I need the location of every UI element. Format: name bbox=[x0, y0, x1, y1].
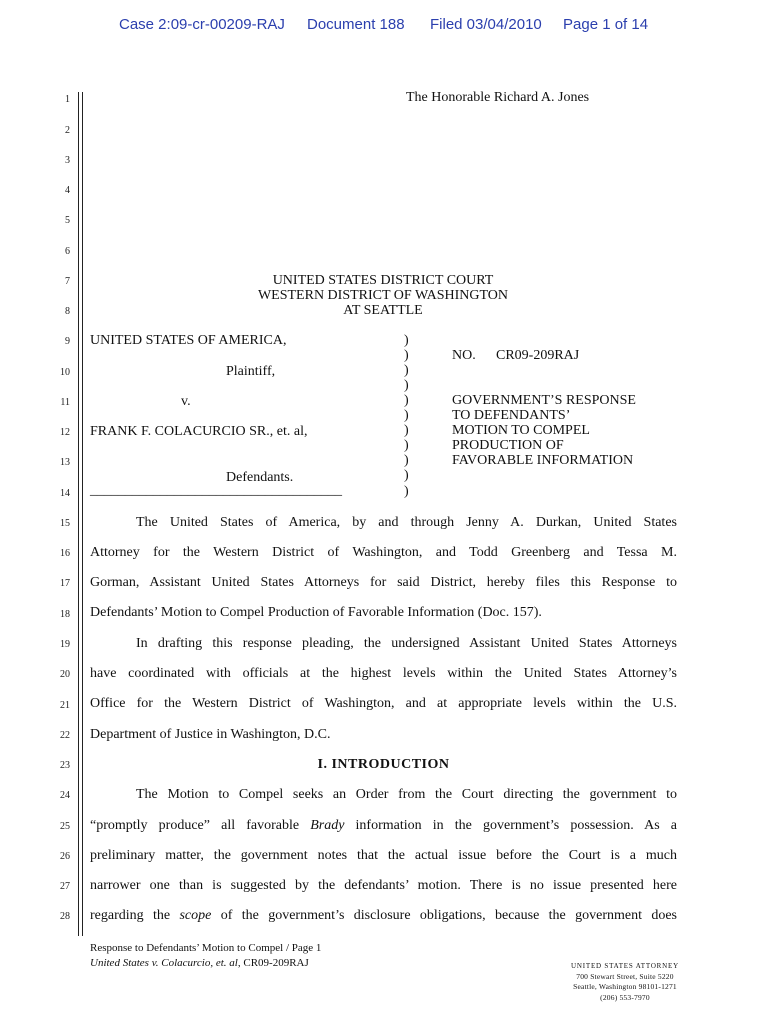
body-line: In drafting this response pleading, the undersigned Assistant United States Attorneys bbox=[136, 636, 677, 651]
line-number: 22 bbox=[60, 730, 70, 741]
body-line: have coordinated with officials at the highest levels within the United States Attorney’s bbox=[90, 666, 677, 681]
line-number: 26 bbox=[60, 851, 70, 862]
footer-case-number: , CR09-209RAJ bbox=[237, 957, 309, 969]
body-line bbox=[90, 818, 677, 834]
page-count-stamp: Page 1 of 14 bbox=[563, 16, 649, 33]
plaintiff-party: UNITED STATES OF AMERICA, bbox=[90, 333, 287, 348]
line-number: 1 bbox=[65, 94, 70, 105]
margin-rule-outer-lower bbox=[78, 508, 79, 936]
body-line: Attorney for the Western District of Washington, and Todd Greenberg and Tessa M. bbox=[90, 545, 677, 560]
office-name: UNITED STATES ATTORNEY bbox=[571, 962, 679, 970]
body-line bbox=[90, 908, 677, 924]
footer-case bbox=[90, 956, 321, 971]
line-number: 23 bbox=[60, 760, 70, 771]
defendant-party: FRANK F. COLACURCIO SR., et. al, bbox=[90, 424, 308, 439]
body-line: Gorman, Assistant United States Attorneys for said District, hereby files this Response to bbox=[90, 575, 677, 590]
line-number: 12 bbox=[60, 427, 70, 438]
filing-header bbox=[0, 16, 768, 38]
court-district: WESTERN DISTRICT OF WASHINGTON bbox=[257, 288, 509, 303]
body-line: The United States of America, by and through Jenny A. Durkan, United States bbox=[136, 515, 677, 530]
line-number: 20 bbox=[60, 669, 70, 680]
emphasis: scope bbox=[179, 908, 212, 923]
caption-paren: ) bbox=[404, 333, 409, 348]
body-line: Defendants’ Motion to Compel Production of Favorable Information (Doc. 157). bbox=[90, 605, 542, 620]
body-line: Department of Justice in Washington, D.C. bbox=[90, 727, 331, 742]
filed-date-stamp: Filed 03/04/2010 bbox=[430, 16, 542, 33]
line-number: 21 bbox=[60, 700, 70, 711]
line-number: 19 bbox=[60, 639, 70, 650]
line-number: 25 bbox=[60, 821, 70, 832]
caption-paren: ) bbox=[404, 408, 409, 423]
body-text: regarding the bbox=[90, 908, 180, 923]
section-heading: I. INTRODUCTION bbox=[317, 757, 450, 772]
court-name: UNITED STATES DISTRICT COURT bbox=[272, 273, 494, 288]
body-line: The Motion to Compel seeks an Order from the Court directing the government to bbox=[136, 787, 677, 802]
margin-rule-inner-lower bbox=[82, 508, 83, 936]
margin-rule-inner bbox=[82, 92, 83, 512]
page-footer-left bbox=[90, 941, 321, 971]
line-number: 13 bbox=[60, 457, 70, 468]
caption-underline: ____________________________________ bbox=[90, 483, 342, 498]
line-number: 18 bbox=[60, 609, 70, 620]
plaintiff-role: Plaintiff, bbox=[226, 364, 276, 379]
office-phone: (206) 553-7970 bbox=[600, 992, 650, 1002]
caption-paren: ) bbox=[404, 348, 409, 363]
pleading-title-line: GOVERNMENT’S RESPONSE bbox=[452, 393, 636, 408]
versus: v. bbox=[181, 394, 191, 409]
body-line: Office for the Western District of Washington, and at appropriate levels within the U.S. bbox=[90, 696, 677, 711]
body-text: of the government’s disclosure obligations, because the government does bbox=[211, 908, 677, 923]
caption-paren: ) bbox=[404, 468, 409, 483]
footer-case-name: United States v. Colacurcio, et. al bbox=[90, 957, 238, 969]
body-line: preliminary matter, the government notes that the actual issue before the Court is a much bbox=[90, 848, 677, 863]
court-location: AT SEATTLE bbox=[343, 303, 423, 318]
caption-paren: ) bbox=[404, 393, 409, 408]
margin-rule-outer bbox=[78, 92, 79, 512]
line-number: 16 bbox=[60, 548, 70, 559]
line-number: 8 bbox=[65, 306, 70, 317]
judge-name: The Honorable Richard A. Jones bbox=[406, 90, 590, 105]
line-number: 9 bbox=[65, 336, 70, 347]
line-number: 10 bbox=[60, 367, 70, 378]
pleading-title-line: PRODUCTION OF bbox=[452, 438, 564, 453]
line-number: 27 bbox=[60, 881, 70, 892]
line-number: 3 bbox=[65, 155, 70, 166]
caption-paren: ) bbox=[404, 484, 409, 499]
case-number: CR09-209RAJ bbox=[496, 348, 580, 363]
office-street: 700 Stewart Street, Suite 5220 bbox=[576, 971, 674, 981]
office-city: Seattle, Washington 98101-1271 bbox=[573, 982, 677, 991]
footer-title: Response to Defendants’ Motion to Compel / Page 1 bbox=[90, 942, 322, 954]
line-number: 14 bbox=[60, 488, 70, 499]
pleading-title-line: TO DEFENDANTS’ bbox=[452, 408, 571, 423]
line-number: 4 bbox=[65, 185, 70, 196]
line-number: 15 bbox=[60, 518, 70, 529]
line-number: 17 bbox=[60, 578, 70, 589]
caption-paren: ) bbox=[404, 438, 409, 453]
pleading-title-line: MOTION TO COMPEL bbox=[452, 423, 590, 438]
caption-paren: ) bbox=[404, 453, 409, 468]
line-number: 7 bbox=[65, 276, 70, 287]
case-citation: Brady bbox=[310, 818, 345, 833]
caption-paren: ) bbox=[404, 423, 409, 438]
caption-paren: ) bbox=[404, 363, 409, 378]
pleading-title-line: FAVORABLE INFORMATION bbox=[452, 453, 634, 468]
body-text: “promptly produce” all favorable bbox=[90, 818, 311, 833]
body-line: narrower one than is suggested by the defendants’ motion. There is no issue presented here bbox=[90, 878, 677, 893]
office-address-block bbox=[560, 961, 690, 1003]
line-number: 2 bbox=[65, 125, 70, 136]
line-number: 24 bbox=[60, 790, 70, 801]
line-number: 11 bbox=[60, 397, 70, 408]
caption-paren: ) bbox=[404, 378, 409, 393]
line-number: 28 bbox=[60, 911, 70, 922]
line-number: 5 bbox=[65, 215, 70, 226]
case-number-label: NO. bbox=[452, 348, 476, 363]
body-text: information in the government’s possession. As a bbox=[344, 818, 677, 833]
document-number-stamp: Document 188 bbox=[307, 16, 405, 33]
case-number-stamp: Case 2:09-cr-00209-RAJ bbox=[119, 16, 285, 33]
line-number: 6 bbox=[65, 246, 70, 257]
defendant-role: Defendants. bbox=[226, 470, 294, 485]
